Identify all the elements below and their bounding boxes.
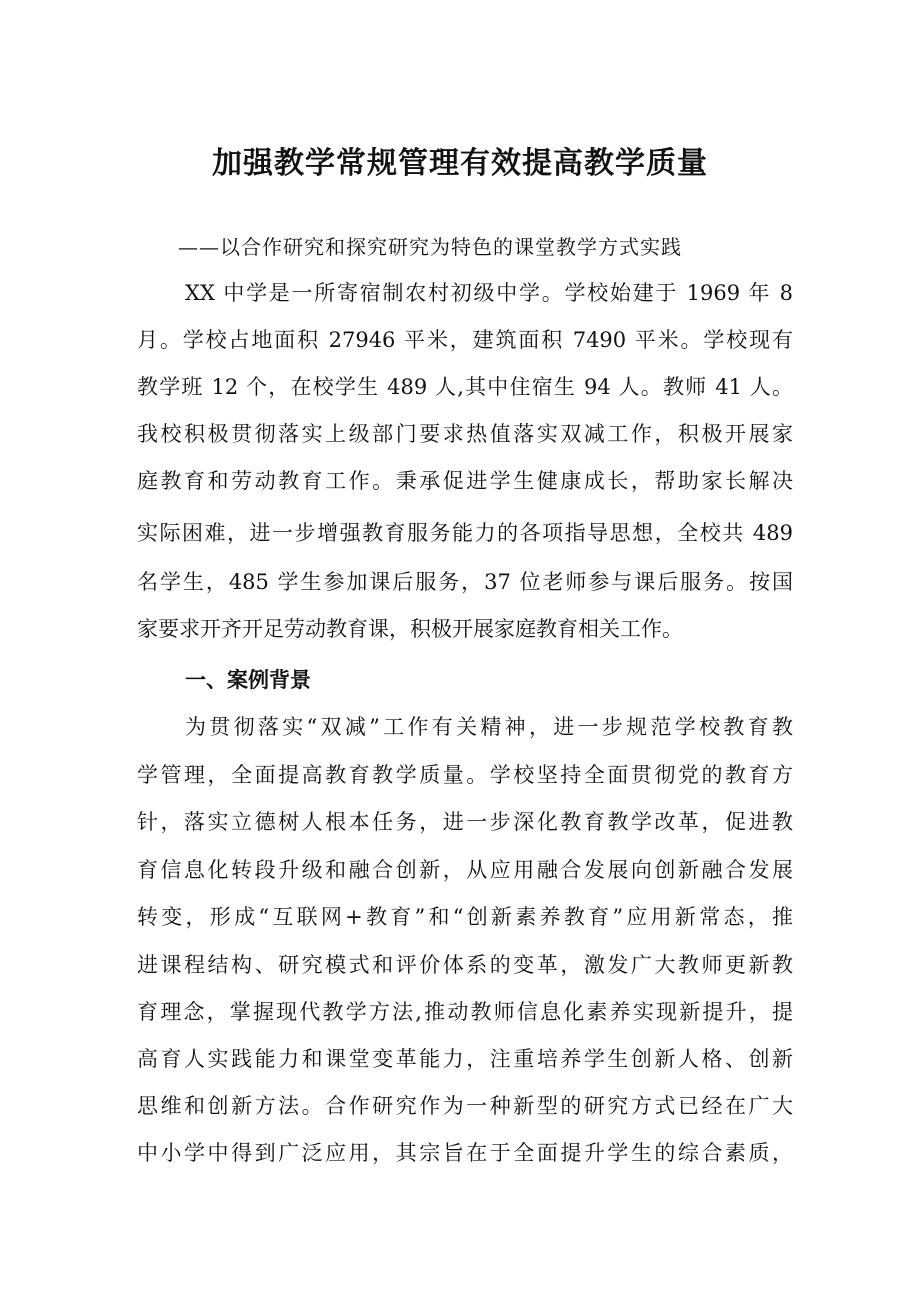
intro-line: 家要求开齐开足劳动教育课，积极开展家庭教育相关工作。 — [137, 617, 683, 641]
section-line: 思维和创新方法。合作研究作为一种新型的研究方式已经在广大 — [137, 1094, 793, 1118]
intro-line: 实际困难，进一步增强教育服务能力的各项指导思想，全校共 489 — [137, 521, 793, 545]
section-line: 为贯彻落实“双减”工作有关精神，进一步规范学校教育教 — [185, 715, 793, 739]
section-line: 学管理，全面提高教育教学质量。学校坚持全面贯彻党的教育方 — [137, 763, 793, 787]
section-line: 高育人实践能力和课堂变革能力，注重培养学生创新人格、创新 — [137, 1047, 793, 1071]
section-line: 进课程结构、研究模式和评价体系的变革，激发广大教师更新教 — [137, 953, 793, 977]
document-title: 加强教学常规管理有效提高教学质量 — [212, 146, 708, 181]
intro-line: 我校积极贯彻落实上级部门要求热值落实双减工作，积极开展家 — [137, 422, 793, 446]
section-line: 针，落实立德树人根本任务，进一步深化教育教学改革，促进教 — [137, 810, 793, 834]
intro-line: 教学班 12 个，在校学生 489 人,其中住宿生 94 人。教师 41 人。 — [137, 375, 793, 399]
document-subtitle: ——以合作研究和探究研究为特色的课堂教学方式实践 — [178, 235, 682, 259]
intro-line: XX 中学是一所寄宿制农村初级中学。学校始建于 1969 年 8 — [185, 281, 793, 305]
intro-line: 名学生，485 学生参加课后服务，37 位老师参与课后服务。按国 — [137, 570, 793, 594]
section-line: 中小学中得到广泛应用，其宗旨在于全面提升学生的综合素质， — [137, 1141, 793, 1165]
section-line: 育信息化转段升级和融合创新，从应用融合发展向创新融合发展 — [137, 858, 793, 882]
intro-line: 月。学校占地面积 27946 平米，建筑面积 7490 平米。学校现有 — [137, 328, 793, 352]
section-line: 育理念，掌握现代教学方法,推动教师信息化素养实现新提升，提 — [137, 1000, 793, 1024]
section-heading: 一、案例背景 — [185, 668, 311, 692]
intro-line: 庭教育和劳动教育工作。秉承促进学生健康成长，帮助家长解决 — [137, 469, 793, 493]
section-line: 转变，形成“互联网+教育”和“创新素养教育”应用新常态，推 — [137, 905, 793, 929]
